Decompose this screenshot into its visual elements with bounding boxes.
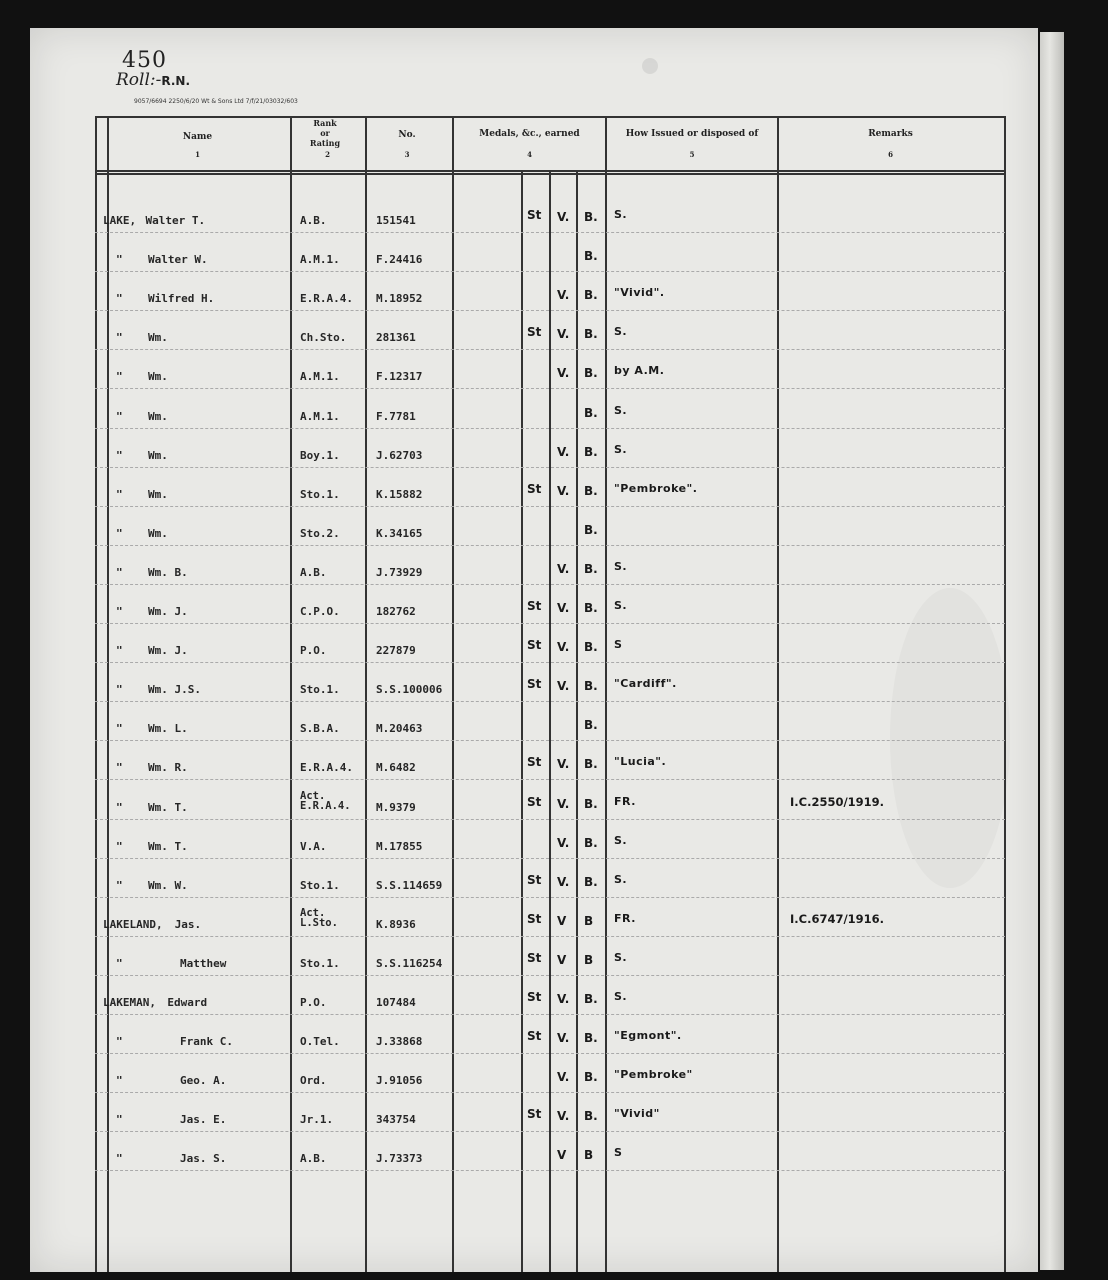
forename: Wm. W. (148, 878, 188, 892)
disposal: S. (614, 990, 628, 1003)
forename: Frank C. (180, 1035, 233, 1049)
column-rule (521, 170, 523, 1272)
rank (300, 791, 351, 811)
rank: E.R.A.4. (300, 292, 353, 306)
row-guide-line (95, 819, 1005, 820)
surname: " (116, 487, 123, 501)
medal-victory: V. (557, 1070, 570, 1085)
disposal: by A.M. (614, 364, 665, 378)
medal-british-war: B (584, 952, 594, 967)
column-rule (576, 170, 578, 1272)
rank: Sto.1. (300, 683, 340, 697)
surname: " (116, 800, 123, 814)
surname: " (116, 1152, 123, 1166)
disposal: S. (614, 208, 628, 221)
col-name-num: 1 (195, 150, 200, 159)
paper-stain (890, 588, 1010, 888)
medal-victory: V. (557, 992, 570, 1006)
column-rule (365, 116, 367, 1272)
medal-star: St (527, 1107, 542, 1122)
column-rule (605, 116, 607, 1272)
surname: LAKEMAN, (103, 996, 156, 1009)
rank-rating: E.R.A.4. (300, 799, 351, 812)
surname: " (116, 565, 123, 579)
surname: " (116, 956, 123, 970)
rank-qualifier: Act. (300, 789, 326, 802)
row-guide-line (95, 388, 1005, 389)
service-number: F.12317 (376, 370, 423, 384)
forename: Edward (167, 996, 208, 1009)
row-guide-line (95, 310, 1005, 311)
surname: " (116, 292, 123, 306)
medal-victory: V. (557, 1109, 570, 1124)
col-issued-num: 5 (689, 150, 695, 159)
remark: I.C.2550/1919. (790, 794, 885, 809)
roll-label: Roll:- (116, 70, 162, 90)
service-number: F.24416 (376, 253, 423, 267)
rank-qualifier: Act. (300, 906, 326, 919)
service-number: 281361 (376, 331, 416, 345)
col-no-header: No. (398, 130, 416, 140)
medal-british-war: B. (584, 718, 598, 733)
medal-star: St (527, 481, 542, 496)
service-number: S.S.114659 (376, 878, 443, 892)
medal-british-war: B. (584, 601, 598, 615)
medal-victory: V. (557, 679, 570, 694)
service-number: M.9379 (376, 800, 416, 814)
rank-header-line: Rank (313, 118, 337, 128)
service-number: 343754 (376, 1113, 416, 1127)
disposal: "Cardiff". (614, 677, 677, 691)
row-guide-line (95, 1170, 1005, 1171)
row-guide-line (95, 1092, 1005, 1093)
service-number: 182762 (376, 605, 416, 618)
disposal: S. (614, 950, 628, 964)
remark: I.C.6747/1916. (790, 911, 885, 926)
medal-british-war: B. (584, 327, 598, 342)
roll-page (30, 28, 1038, 1272)
forename: Jas. S. (180, 1152, 227, 1166)
header-rule (95, 116, 1005, 118)
col-no-num: 3 (404, 150, 410, 159)
medal-victory: V. (557, 835, 570, 850)
forename: Wilfred H. (148, 292, 215, 306)
column-rule (777, 116, 779, 1272)
row-guide-line (95, 936, 1005, 937)
medal-star: St (527, 677, 542, 692)
header-rule (95, 170, 1005, 172)
rank: A.B. (300, 214, 327, 227)
medal-victory: V. (557, 1031, 570, 1046)
disposal: S. (614, 833, 628, 847)
disposal: FR. (614, 911, 636, 925)
medal-british-war: B. (584, 522, 598, 537)
rank: A.B. (300, 1152, 327, 1166)
medal-british-war: B. (584, 1031, 598, 1046)
medal-star: St (527, 950, 542, 965)
row-guide-line (95, 1053, 1005, 1054)
service-number: J.33868 (376, 1035, 423, 1049)
service-number: S.S.116254 (376, 956, 443, 970)
rank: Sto.1. (300, 878, 340, 892)
medal-victory: V. (557, 366, 570, 381)
disposal: S. (614, 442, 628, 456)
medal-british-war: B. (584, 210, 598, 224)
rank: A.B. (300, 565, 327, 579)
medal-british-war: B. (584, 874, 598, 889)
forename: Wm. T. (148, 800, 188, 814)
medal-british-war: B. (584, 483, 598, 498)
forename: Wm. (148, 331, 168, 345)
disposal: S. (614, 403, 628, 417)
surname: " (116, 409, 123, 423)
service-number: J.91056 (376, 1074, 423, 1088)
forename: Wm. J. (148, 644, 188, 658)
medal-british-war: B. (584, 366, 598, 381)
medal-star: St (527, 325, 542, 340)
medal-british-war: B. (584, 640, 598, 655)
medal-british-war: B. (584, 835, 598, 850)
forename: Matthew (180, 956, 227, 970)
disposal: "Vivid". (614, 286, 665, 300)
forename: Walter T. (145, 214, 206, 227)
medal-victory: V. (557, 288, 570, 303)
service-number: J.73929 (376, 565, 423, 579)
col-medals-num: 4 (527, 150, 532, 159)
rank: S.B.A. (300, 722, 340, 736)
forename: Wm. J.S. (148, 683, 201, 697)
surname: LAKE, (103, 214, 137, 227)
column-rule (549, 170, 551, 1272)
column-rule (290, 116, 292, 1272)
service-number: M.17855 (376, 839, 423, 853)
medal-british-war: B. (584, 1070, 598, 1085)
rank (300, 908, 338, 928)
rank: A.M.1. (300, 370, 340, 384)
row-guide-line (95, 897, 1005, 898)
rank: C.P.O. (300, 605, 340, 618)
surname: " (116, 644, 123, 658)
service-number: K.8936 (376, 917, 416, 931)
surname: " (116, 878, 123, 892)
rank: A.M.1. (300, 409, 340, 423)
rank: Boy.1. (300, 448, 340, 462)
col-rank-num: 2 (325, 150, 330, 159)
disposal: S (614, 638, 623, 652)
forename: Wm. T. (148, 839, 188, 853)
col-remarks-num: 6 (888, 150, 893, 159)
forename: Jas. (174, 917, 202, 931)
medal-victory: V. (557, 444, 570, 459)
medal-star: St (527, 755, 542, 770)
medal-british-war: B. (584, 992, 598, 1006)
row-guide-line (95, 232, 1005, 233)
forename: Wm. J. (148, 605, 188, 618)
rank: Ord. (300, 1074, 327, 1088)
medal-british-war: B. (584, 405, 598, 420)
row-guide-line (95, 858, 1005, 859)
rank: Sto.2. (300, 526, 340, 540)
medal-victory: V. (557, 561, 570, 576)
medal-victory: V. (557, 757, 570, 772)
medal-victory: V. (557, 640, 570, 655)
disposal: S (614, 1146, 623, 1160)
service-number: 107484 (376, 996, 416, 1009)
medal-british-war: B (584, 913, 594, 928)
rank: A.M.1. (300, 253, 340, 267)
rank: Jr.1. (300, 1113, 334, 1127)
disposal: S. (614, 872, 628, 886)
medal-star: St (527, 599, 542, 613)
medal-british-war: B. (584, 249, 598, 264)
medal-british-war: B. (584, 679, 598, 694)
row-guide-line (95, 506, 1005, 507)
rank-header-line: or (320, 128, 330, 138)
surname: " (116, 722, 123, 736)
surname: " (116, 370, 123, 384)
rank: Ch.Sto. (300, 331, 347, 345)
medal-british-war: B. (584, 561, 598, 576)
row-guide-line (95, 545, 1005, 546)
service-number: J.73373 (376, 1152, 423, 1166)
surname: LAKELAND, (103, 917, 163, 931)
service-number: K.34165 (376, 526, 423, 540)
medal-victory: V. (557, 327, 570, 342)
col-remarks-header: Remarks (868, 129, 913, 139)
column-rule (95, 116, 97, 1272)
col-issued-header: How Issued or disposed of (625, 129, 759, 139)
medal-british-war: B. (584, 796, 598, 811)
rank: P.O. (300, 996, 327, 1009)
column-rule (1004, 116, 1006, 1272)
forename: Jas. E. (180, 1113, 227, 1127)
medal-victory: V. (557, 483, 570, 498)
forename: Wm. B. (148, 565, 188, 579)
forename: Geo. A. (180, 1074, 227, 1088)
forename: Wm. (148, 487, 168, 501)
surname: " (116, 253, 123, 267)
row-guide-line (95, 428, 1005, 429)
disposal: "Pembroke". (614, 481, 698, 495)
surname: " (116, 331, 123, 345)
disposal: "Egmont". (614, 1029, 682, 1043)
medal-victory: V. (557, 796, 570, 811)
column-rule (107, 116, 109, 1272)
disposal: S. (614, 599, 628, 612)
service-number: J.62703 (376, 448, 423, 462)
disposal: "Lucia". (614, 755, 667, 769)
medal-victory: V (557, 913, 567, 928)
forename: Wm. R. (148, 761, 188, 775)
row-guide-line (95, 1131, 1005, 1132)
service-number: K.15882 (376, 487, 423, 501)
surname: " (116, 448, 123, 462)
medal-british-war: B. (584, 757, 598, 772)
service-number: S.S.100006 (376, 683, 443, 697)
row-guide-line (95, 349, 1005, 350)
row-guide-line (95, 701, 1005, 702)
col-medals-header: Medals, &c., earned (479, 129, 580, 139)
medal-british-war: B. (584, 288, 598, 303)
medal-victory: V. (557, 874, 570, 889)
medal-star: St (527, 794, 542, 809)
rank: E.R.A.4. (300, 761, 353, 775)
row-guide-line (95, 662, 1005, 663)
medal-star: St (527, 638, 542, 653)
row-guide-line (95, 740, 1005, 741)
medal-star: St (527, 1029, 542, 1044)
medal-british-war: B. (584, 1109, 598, 1124)
medal-british-war: B. (584, 444, 598, 459)
column-rule (452, 116, 454, 1272)
forename: Walter W. (148, 253, 208, 267)
printer-line: 9057/6694 2250/6/20 Wt & Sons Ltd 7/f/21/03032/603 (134, 98, 298, 105)
medal-star: St (527, 872, 542, 887)
surname: " (116, 1074, 123, 1088)
row-guide-line (95, 623, 1005, 624)
medal-star: St (527, 990, 542, 1004)
medal-victory: V. (557, 601, 570, 615)
row-guide-line (95, 467, 1005, 468)
row-guide-line (95, 975, 1005, 976)
col-name-header: Name (182, 132, 213, 142)
service-number: M.6482 (376, 761, 416, 775)
row-guide-line (95, 779, 1005, 780)
row-guide-line (95, 584, 1005, 585)
service-number: M.18952 (376, 292, 423, 306)
forename: Wm. (148, 370, 168, 384)
rank: V.A. (300, 839, 327, 853)
rank: Sto.1. (300, 956, 340, 970)
disposal: "Vivid" (614, 1107, 660, 1121)
service-number: M.20463 (376, 722, 423, 736)
service-number: 151541 (376, 214, 416, 227)
surname: " (116, 839, 123, 853)
medal-victory: V (557, 1148, 567, 1163)
surname: " (116, 683, 123, 697)
page-number: 450 (122, 48, 167, 73)
col-rank-header (290, 118, 360, 148)
surname: " (116, 605, 123, 618)
forename: Wm. (148, 448, 168, 462)
rank: P.O. (300, 644, 327, 658)
surname: " (116, 1035, 123, 1049)
service-number: 227879 (376, 644, 416, 658)
service-number: F.7781 (376, 409, 416, 423)
forename: Wm. (148, 526, 168, 540)
roll-unit: R.N. (161, 74, 191, 88)
rank: O.Tel. (300, 1035, 340, 1049)
rank: Sto.1. (300, 487, 340, 501)
row-guide-line (95, 271, 1005, 272)
rank-header-line: Rating (309, 138, 341, 148)
disposal: "Pembroke" (614, 1068, 693, 1082)
forename: Wm. (148, 409, 168, 423)
medal-victory: V. (557, 210, 570, 224)
ink-smudge (642, 58, 658, 74)
disposal: S. (614, 559, 628, 573)
disposal: S. (614, 325, 628, 339)
roll-title (116, 70, 190, 90)
forename: Wm. L. (148, 722, 188, 736)
medal-star: St (527, 911, 542, 926)
medal-star: St (527, 208, 542, 222)
medal-victory: V (557, 952, 567, 967)
surname: " (116, 761, 123, 775)
page-edge (1040, 32, 1064, 1270)
medal-british-war: B (584, 1148, 594, 1163)
surname: " (116, 1113, 123, 1127)
disposal: FR. (614, 794, 636, 808)
rank-rating: L.Sto. (300, 916, 338, 929)
surname: " (116, 526, 123, 540)
header-rule (95, 173, 1005, 175)
row-guide-line (95, 1014, 1005, 1015)
